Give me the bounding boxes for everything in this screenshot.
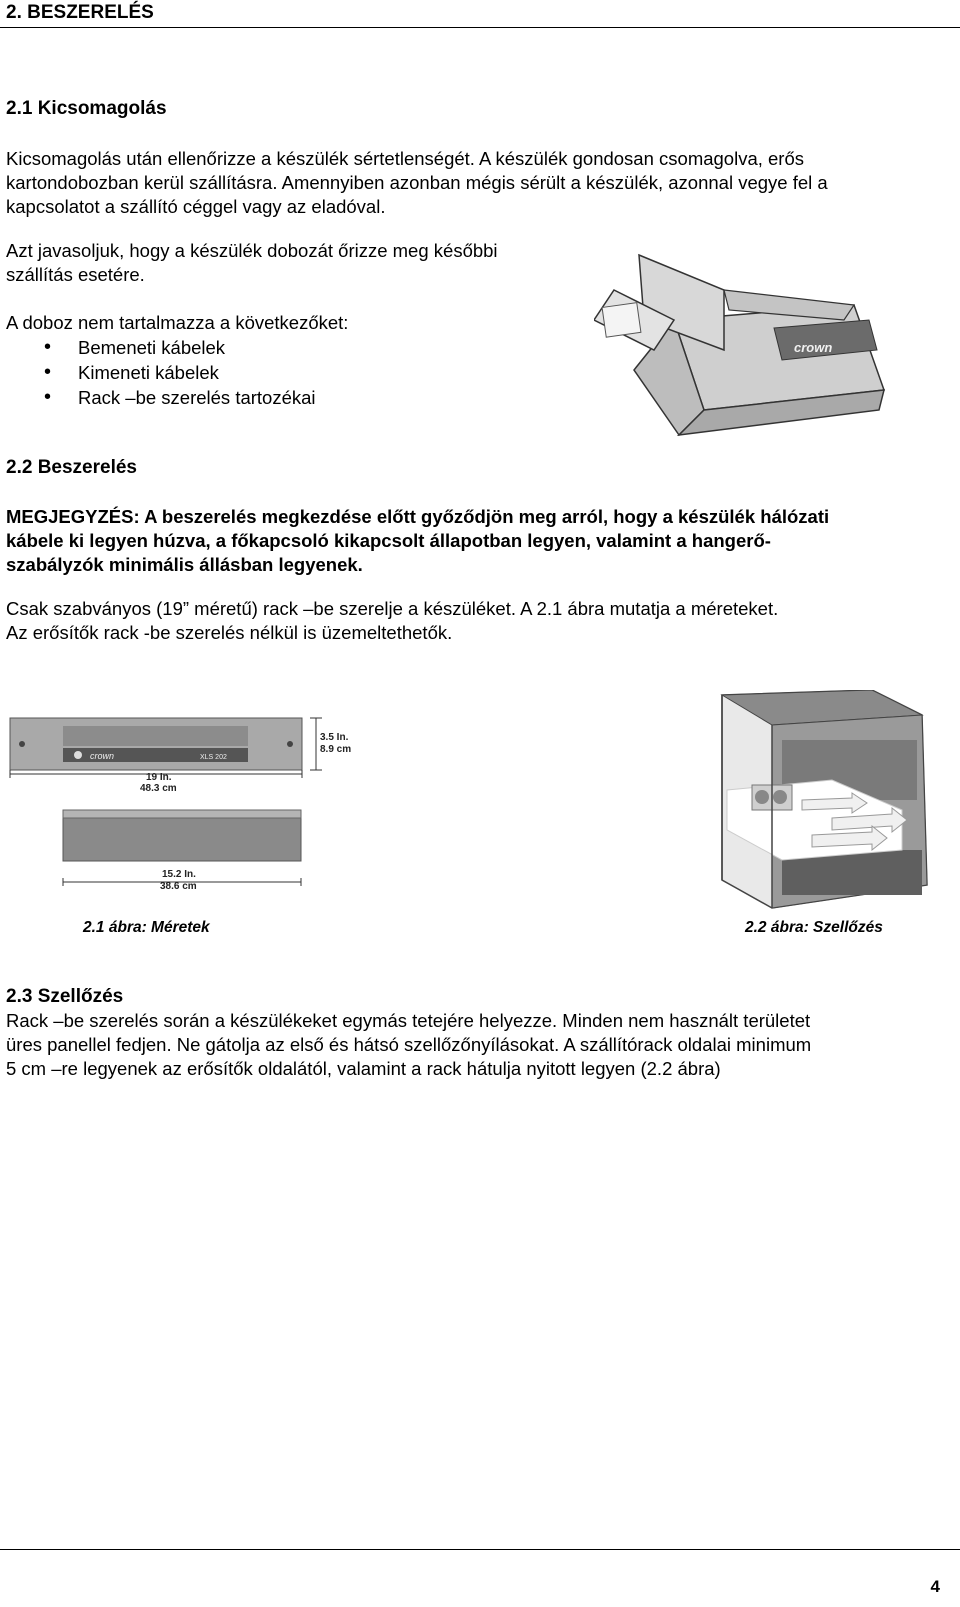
text-line: 5 cm –re legyenek az erősítők oldalától, valamint a rack hátulja nyitott legyen (2.2 ábra) <box>6 1058 721 1079</box>
text-line: üres panellel fedjen. Ne gátolja az első és hátsó szellőzőnyílásokat. A szállítórack oldalai minimum <box>6 1034 812 1055</box>
header-rule <box>0 27 960 28</box>
s22-paragraph-1 <box>6 597 778 645</box>
s21-paragraph-2 <box>6 239 498 287</box>
amp-logo: crown <box>90 751 115 761</box>
footer-rule <box>0 1549 960 1550</box>
dimensions-figure <box>8 710 358 900</box>
text-line: MEGJEGYZÉS: A beszerelés megkezdése előtt győződjön meg arról, hogy a készülék hálózati <box>6 506 830 527</box>
section-heading-2-2: 2.2 Beszerelés <box>6 457 137 478</box>
section-heading-2-1: 2.1 Kicsomagolás <box>6 98 167 119</box>
figure-2-1-caption: 2.1 ábra: Méretek <box>83 919 210 936</box>
text-line: Csak szabványos (19” méretű) rack –be szerelje a készüléket. A 2.1 ábra mutatja a méreteket. <box>6 598 779 619</box>
height-cm-label: 8.9 cm <box>320 744 352 755</box>
text-line: szabályzók minimális állásban legyenek. <box>6 554 363 575</box>
section-heading-2-3: 2.3 Szellőzés <box>6 986 124 1007</box>
text-line: Azt javasoljuk, hogy a készülék dobozát őrizze meg későbbi <box>6 240 498 261</box>
page-number: 4 <box>930 1577 940 1596</box>
installation-note <box>6 505 829 577</box>
list-item: • Bemeneti kábelek <box>6 335 316 360</box>
text-line: kábele ki legyen húzva, a főkapcsoló kikapcsolt állapotban legyen, valamint a hangerő- <box>6 530 771 551</box>
open-box-illustration <box>594 250 894 440</box>
text-line: kapcsolatot a szállító céggel vagy az eladóval. <box>6 196 386 217</box>
width-cm-label: 48.3 cm <box>140 783 177 794</box>
width-inches-label: 19 In. <box>146 772 172 783</box>
text-line: szállítás esetére. <box>6 264 145 285</box>
height-inches-label: 3.5 In. <box>320 732 349 743</box>
text-line: Kicsomagolás után ellenőrizze a készülék sértetlenségét. A készülék gondosan csomagolva, erős <box>6 148 805 169</box>
depth-cm-label: 38.6 cm <box>160 881 197 892</box>
s21-paragraph-1 <box>6 147 828 219</box>
ventilation-rack-figure <box>712 690 952 910</box>
s21-list-intro: A doboz nem tartalmazza a következőket: <box>6 312 349 333</box>
box-logo: crown <box>794 340 833 355</box>
figure-2-2-caption: 2.2 ábra: Szellőzés <box>745 919 883 936</box>
s23-paragraph-1 <box>6 1009 811 1081</box>
list-item: • Rack –be szerelés tartozékai <box>6 385 316 410</box>
excluded-items-list <box>6 335 316 410</box>
amp-model: XLS 202 <box>200 754 227 761</box>
text-line: kartondobozban kerül szállításra. Amennyiben azonban mégis sérült a készülék, azonnal vegye fel a <box>6 172 828 193</box>
text-line: Rack –be szerelés során a készülékeket egymás tetejére helyezze. Minden nem használt területet <box>6 1010 811 1031</box>
chapter-title: 2. BESZERELÉS <box>6 2 154 23</box>
text-line: Az erősítők rack -be szerelés nélkül is üzemeltethetők. <box>6 622 453 643</box>
list-item: • Kimeneti kábelek <box>6 360 316 385</box>
depth-inches-label: 15.2 In. <box>162 869 196 880</box>
